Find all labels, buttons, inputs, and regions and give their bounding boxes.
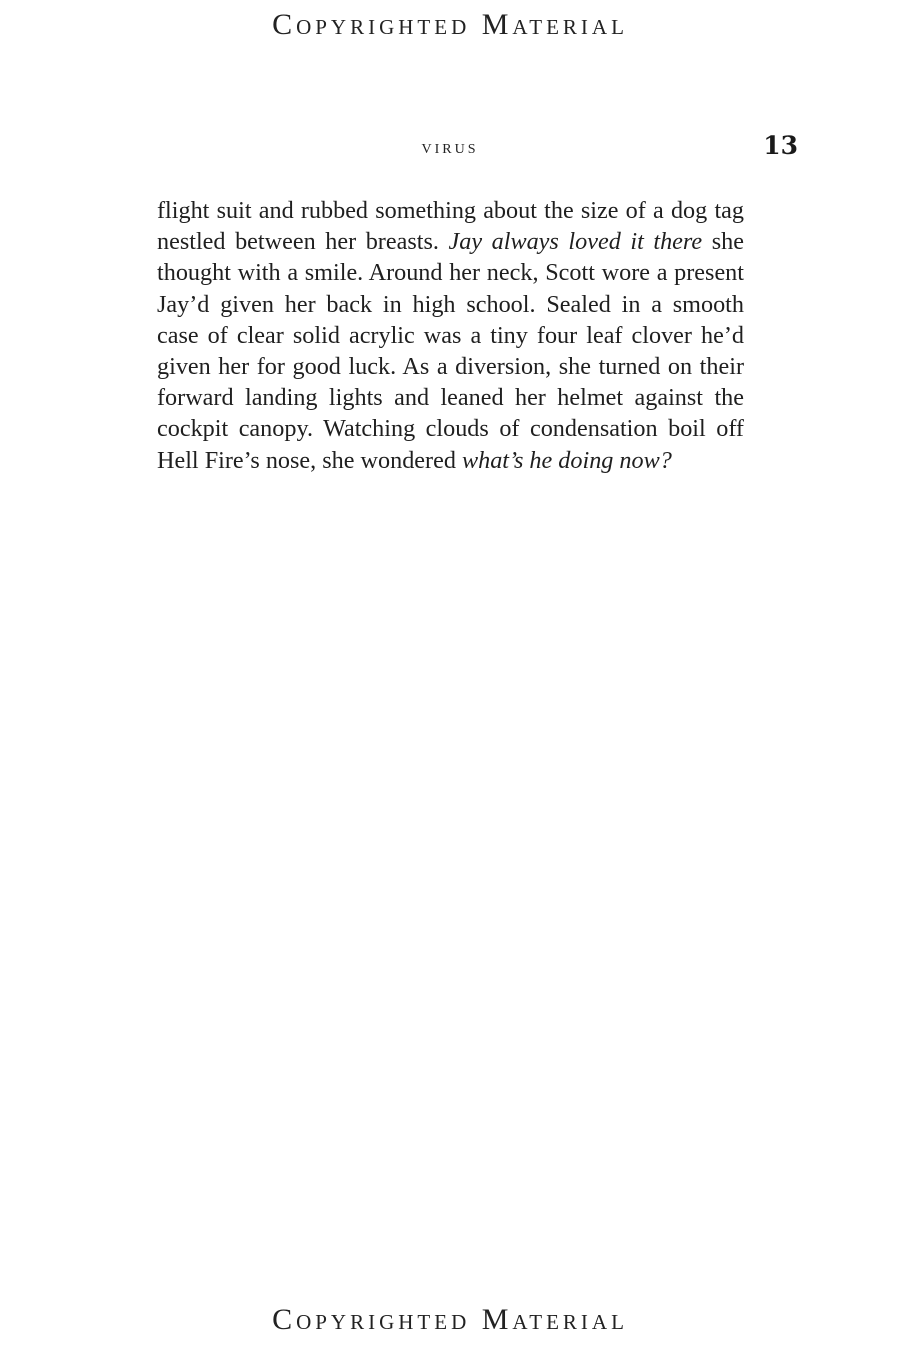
running-head: virus [421,136,479,158]
body-text-italic-segment: Jay always loved it there [448,228,703,256]
copyright-watermark-top: Copyrighted Material [272,8,628,41]
body-text-segment: flight suit and rubbed something about the size of a dog tag nestled between her breasts. [157,197,744,256]
body-paragraph [157,195,744,476]
page-number: 13 [763,131,798,160]
copyright-watermark-bottom: Copyrighted Material [272,1303,628,1336]
body-text-italic-segment: what’s he doing now? [461,446,672,474]
body-text-segment: she thought with a smile. Around her neck, Scott wore a present Jay’d given her back in high school. Sealed in a smooth case of clear solid acrylic was a tiny four leaf clover he’d given her for good luck. As a diversion, she turned on their forward landing lights and leaned her helmet against the cockpit canopy. Watching clouds of condensation boil off Hell Fire’s nose, she wondered [157,228,744,474]
